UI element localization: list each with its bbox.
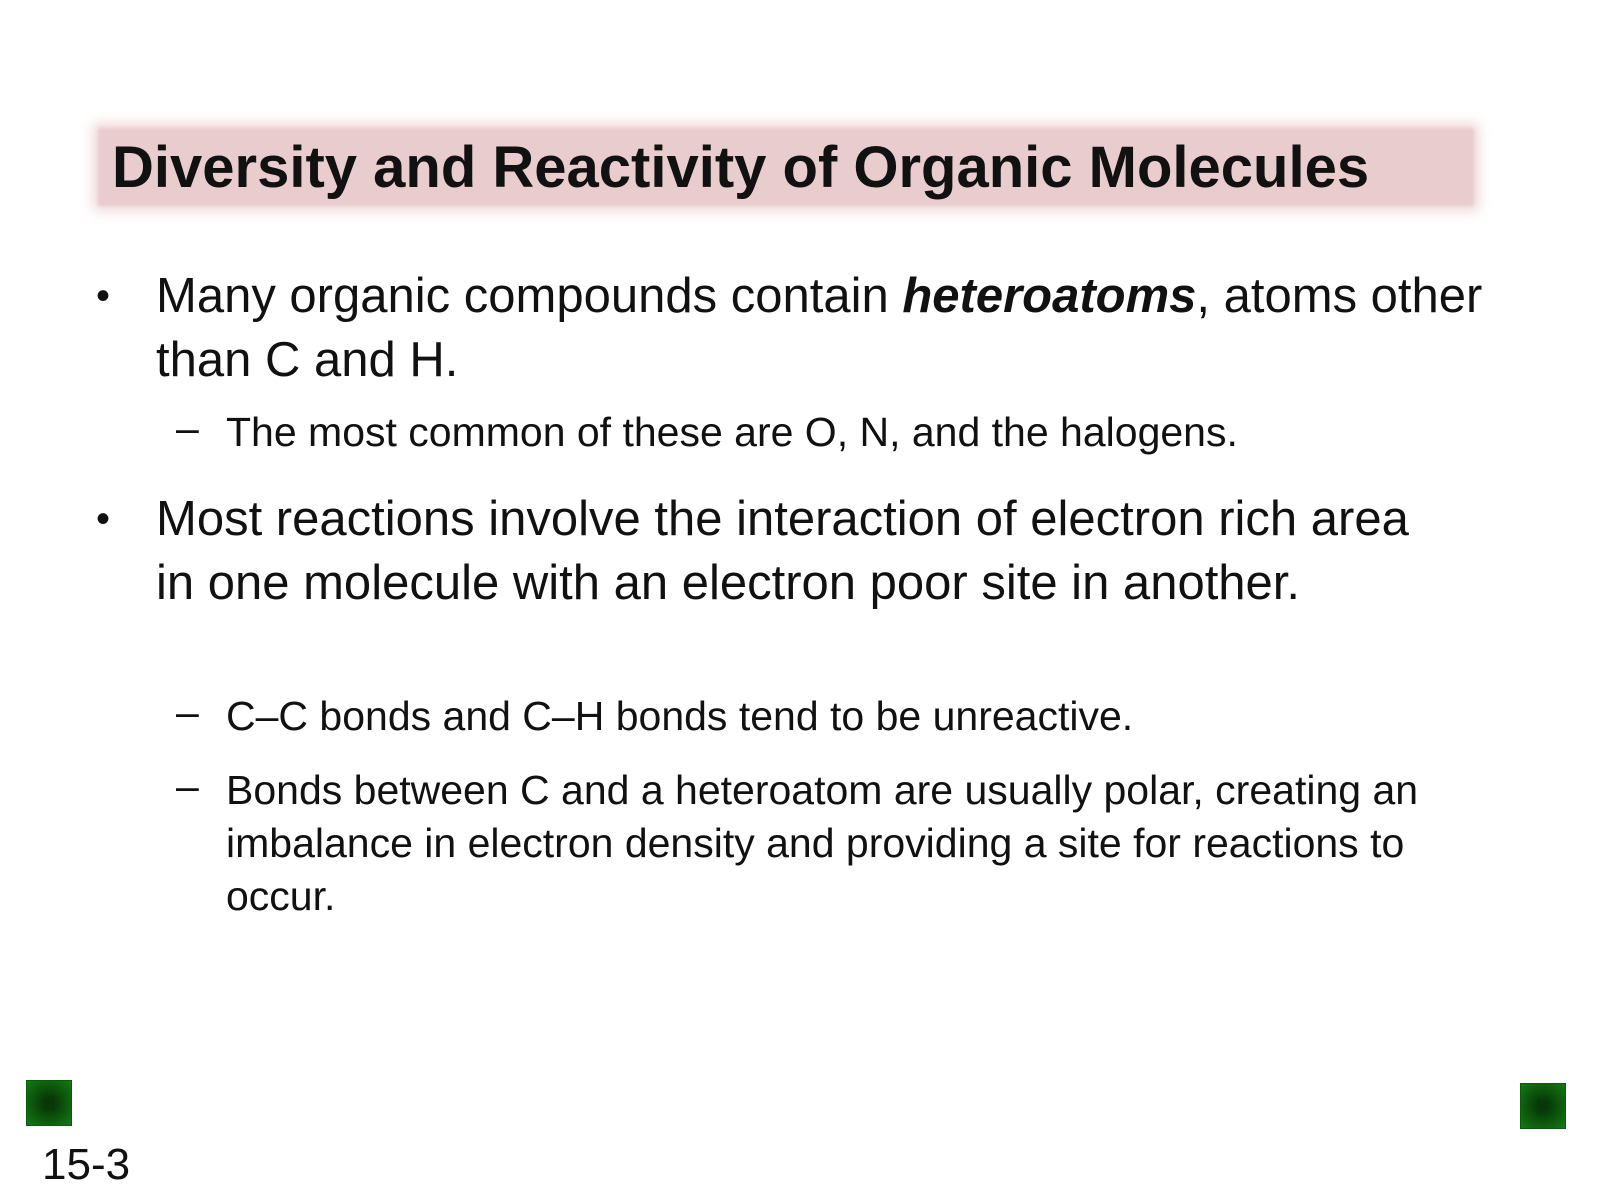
slide-title: Diversity and Reactivity of Organic Molecules [112,135,1370,200]
bullet-marker: • [96,274,111,318]
dash-marker: – [176,405,199,451]
bullet-text [156,264,1486,392]
bullet-marker: • [96,497,111,541]
dash-marker: – [176,689,199,735]
slide-number: 15-3 [42,1140,131,1189]
next-slide-button[interactable] [1520,1083,1566,1129]
dash-marker: – [176,763,199,809]
sub-point-text: The most common of these are O, N, and the halogens. [226,409,1238,455]
previous-arrow-icon [27,1081,71,1125]
next-arrow-icon [1521,1084,1565,1128]
emphasized-term: heteroatoms [902,269,1197,323]
bullet-text-part: Many organic compounds contain [156,269,903,323]
previous-slide-button[interactable] [26,1080,72,1126]
sub-point-text: Bonds between C and a heteroatom are usually polar, creating an imbalance in electron density and providing a site for reactions to occur. [226,767,1419,919]
bullet-text: Most reactions involve the interaction of electron rich area in one molecule with an electron poor site in another. [156,492,1409,610]
sub-point-text: C–C bonds and C–H bonds tend to be unreactive. [226,693,1134,739]
bullet-text-part: , atoms other than C and H. [156,269,1483,387]
